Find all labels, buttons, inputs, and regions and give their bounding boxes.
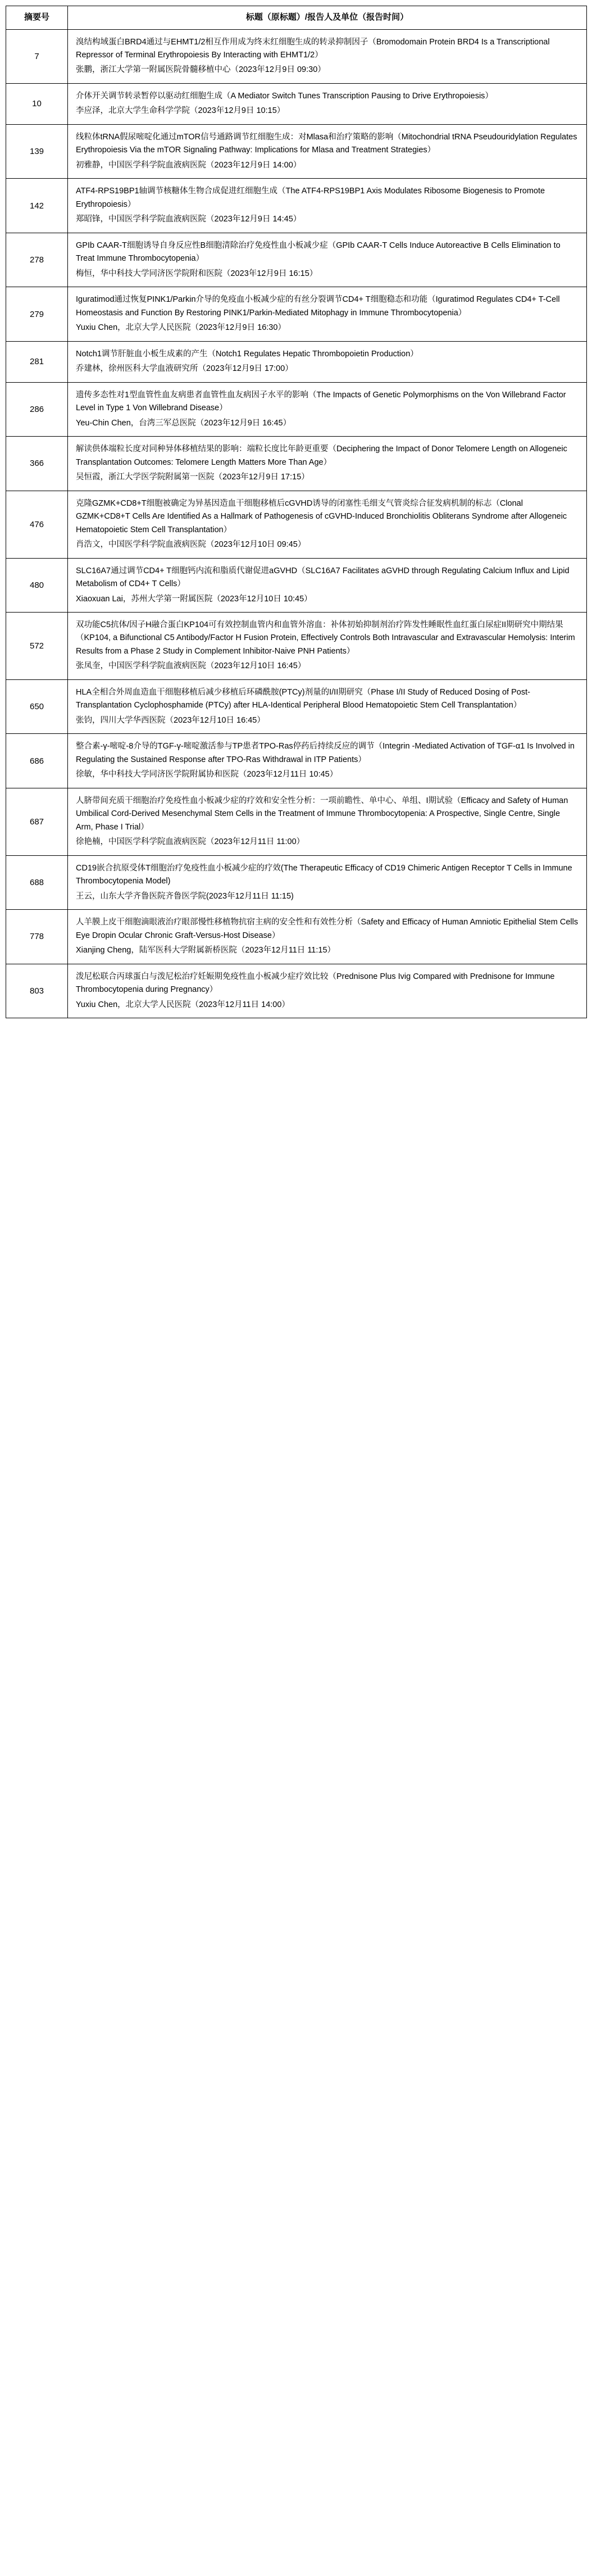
abstract-number: 778 — [6, 910, 68, 964]
table-row — [6, 491, 587, 558]
abstract-author-affiliation-time: 张凤奎，中国医学科学院血液病医院（2023年12月10日 16:45） — [76, 661, 306, 671]
abstract-author-affiliation-time: Xianjing Cheng，陆军医科大学附属新桥医院（2023年12月11日 11:15） — [76, 946, 336, 955]
table-row — [6, 964, 587, 1018]
abstract-number: 572 — [6, 613, 68, 680]
abstract-content — [68, 679, 587, 733]
abstract-content — [68, 83, 587, 124]
table-row — [6, 29, 587, 83]
abstract-author-affiliation-time: 张鹏，浙江大学第一附属医院骨髓移植中心（2023年12月9日 09:30） — [76, 65, 326, 75]
abstract-content — [68, 287, 587, 341]
abstract-author-affiliation-time: 张钧，四川大学华西医院（2023年12月10日 16:45） — [76, 715, 265, 725]
table-row — [6, 734, 587, 788]
abstract-content — [68, 788, 587, 855]
abstract-number: 139 — [6, 124, 68, 178]
abstract-author-affiliation-time: 梅恒，华中科技大学同济医学院附和医院（2023年12月9日 16:15） — [76, 269, 318, 278]
table-row — [6, 124, 587, 178]
abstract-title: 解读供体端粒长度对同种异体移植结果的影响：端粒长度比年龄更重要（Deciphering the Impact of Donor Telomere Length on Allogeneic Transplantation Outcomes: Telomere Length Matters More Than Age） — [76, 445, 567, 467]
abstract-content — [68, 734, 587, 788]
abstract-author-affiliation-time: Yuxiu Chen，北京大学人民医院（2023年12月9日 16:30） — [76, 323, 286, 333]
table-row — [6, 437, 587, 491]
abstract-title: GPIb CAAR-T细胞诱导自身反应性B细胞清除治疗免疫性血小板减少症（GPIb CAAR-T Cells Induce Autoreactive B Cells Elimination to Treat Immune Thrombocytopenia） — [76, 241, 561, 264]
abstract-number: 286 — [6, 382, 68, 436]
table-row — [6, 558, 587, 612]
abstract-content — [68, 855, 587, 909]
table-row — [6, 613, 587, 680]
abstract-content — [68, 964, 587, 1018]
abstract-author-affiliation-time: Xiaoxuan Lai，苏州大学第一附属医院（2023年12月10日 10:45） — [76, 594, 312, 604]
table-row — [6, 233, 587, 287]
abstract-author-affiliation-time: 吴恒霞，浙江大学医学院附属第一医院（2023年12月9日 17:15） — [76, 473, 309, 482]
table-row — [6, 679, 587, 733]
abstract-number: 10 — [6, 83, 68, 124]
abstract-author-affiliation-time: 徐艳楠，中国医学科学院血液病医院（2023年12月11日 11:00） — [76, 837, 305, 847]
abstract-title: 人羊膜上皮干细胞滴眼液治疗眼部慢性移植物抗宿主病的安全性和有效性分析（Safety and Efficacy of Human Amniotic Epithelial Stem Cells Eye Dropin Ocular Chronic Graft-Versus-Host Disease） — [76, 918, 579, 940]
column-header-number: 摘要号 — [6, 6, 68, 30]
abstract-title: 溴结构域蛋白BRD4通过与EHMT1/2相互作用成为终末红细胞生成的转录抑制因子（Bromodomain Protein BRD4 Is a Transcriptional Repressor of Terminal Erythropoiesis By Interacting with EHMT1/2） — [76, 37, 550, 60]
abstract-title: 双功能C5抗体/因子H融合蛋白KP104可有效控制血管内和血管外溶血：补体初始抑制剂治疗阵发性睡眠性血红蛋白尿症II期研究中期结果（KP104, a Bifunctional C5 Antibody/Factor H Fusion Protein, Effectively Controls Both Intravascular and Extravascular Hemolysis: Interim Results from a Phase 2 Study in Complement Inhibitor-Naive PNH Patients） — [76, 620, 575, 656]
abstract-author-affiliation-time: 李应泽，北京大学生命科学学院（2023年12月9日 10:15） — [76, 106, 285, 116]
abstract-number: 366 — [6, 437, 68, 491]
abstract-number: 687 — [6, 788, 68, 855]
abstract-number: 686 — [6, 734, 68, 788]
abstract-title: HLA全相合外周血造血干细胞移植后减少移植后环磷酰胺(PTCy)剂量的I/II期研究（Phase I/II Study of Reduced Dosing of Post-Transplantation Cyclophosphamide (PTCy) after HLA-Identical Peripheral Blood Hematopoietic Stem Cell Transplantation） — [76, 687, 530, 710]
abstract-title: SLC16A7通过调节CD4+ T细胞钙内流和脂质代谢促进aGVHD（SLC16A7 Facilitates aGVHD through Regulating Calcium Influx and Lipid Metabolism of CD4+ T Cells） — [76, 566, 570, 589]
table-row — [6, 179, 587, 233]
abstract-author-affiliation-time: 肖浩文，中国医学科学院血液病医院（2023年12月10日 09:45） — [76, 540, 306, 550]
abstract-number: 7 — [6, 29, 68, 83]
abstract-content — [68, 382, 587, 436]
table-body — [6, 29, 587, 1018]
abstract-author-affiliation-time: 乔建林，徐州医科大学血液研究所（2023年12月9日 17:00） — [76, 364, 293, 374]
column-header-content: 标题（原标题）/报告人及单位（报告时间） — [68, 6, 587, 30]
table-row — [6, 382, 587, 436]
table-row — [6, 788, 587, 855]
table-header — [6, 6, 587, 30]
table-header-row — [6, 6, 587, 30]
abstract-title: 线粒体tRNA假尿嘧啶化通过mTOR信号通路调节红细胞生成：对Mlasa和治疗策略的影响（Mitochondrial tRNA Pseudouridylation Regulates Erythropoiesis Via the mTOR Signaling Pathway: Implications for Mlasa and Treatment Strategies） — [76, 132, 577, 155]
table-row — [6, 341, 587, 382]
abstract-author-affiliation-time: 郑昭锋，中国医学科学院血液病医院（2023年12月9日 14:45） — [76, 215, 302, 224]
table-row — [6, 910, 587, 964]
abstract-title: 人脐带间充质干细胞治疗免疫性血小板减少症的疗效和安全性分析：一项前瞻性、单中心、单组、I期试验（Efficacy and Safety of Human Umbilical Cord-Derived Mesenchymal Stem Cells in the Treatment of Immune Thrombocytopenia: A Prospective, Single Centre, Single Arm, Phase I Trial） — [76, 796, 568, 832]
table-row — [6, 855, 587, 909]
abstract-number: 476 — [6, 491, 68, 558]
abstract-title: CD19嵌合抗原受体T细胞治疗免疫性血小板减少症的疗效(The Therapeutic Efficacy of CD19 Chimeric Antigen Receptor T Cells in Immune Thrombocytopenia Model) — [76, 863, 572, 886]
abstract-number: 803 — [6, 964, 68, 1018]
abstract-number: 279 — [6, 287, 68, 341]
abstract-number: 650 — [6, 679, 68, 733]
abstract-number: 142 — [6, 179, 68, 233]
abstract-number: 480 — [6, 558, 68, 612]
abstract-content — [68, 558, 587, 612]
abstract-title: 克隆GZMK+CD8+T细胞被确定为异基因造血干细胞移植后cGVHD诱导的闭塞性毛细支气管炎综合征发病机制的标志（Clonal GZMK+CD8+T Cells Are Identified As a Hallmark of Pathogenesis of cGVHD-Induced Bronchiolitis Obliterans Syndrome after Allogeneic Hematopoietic Stem Cell Transplantation） — [76, 498, 567, 534]
abstract-title: 介体开关调节转录暂停以驱动红细胞生成（A Mediator Switch Tunes Transcription Pausing to Drive Erythropoiesis） — [76, 91, 493, 101]
abstract-title: 整合素-γ-嘧啶-8介导的TGF-γ-嘧啶激活参与TP患者TPO-Ras停药后持续反应的调节（Integrin -Mediated Activation of TGF-α1 Is Involved in Regulating the Sustained Response after TPO-Ras Withdrawal in ITP Patients） — [76, 742, 575, 764]
table-row — [6, 287, 587, 341]
abstract-content — [68, 124, 587, 178]
abstract-title: ATF4-RPS19BP1轴调节核糖体生物合成促进红细胞生成（The ATF4-RPS19BP1 Axis Modulates Ribosome Biogenesis to Promote Erythropoiesis） — [76, 187, 545, 209]
abstract-author-affiliation-time: 徐敏，华中科技大学同济医学院附属协和医院（2023年12月11日 10:45） — [76, 770, 338, 779]
abstract-content — [68, 491, 587, 558]
abstract-author-affiliation-time: 王云，山东大学齐鲁医院齐鲁医学院(2023年12月11日 11:15) — [76, 891, 294, 901]
abstract-content — [68, 179, 587, 233]
abstract-content — [68, 910, 587, 964]
abstract-content — [68, 437, 587, 491]
abstract-table — [6, 6, 587, 1018]
abstract-title: Notch1调节肝脏血小板生成素的产生（Notch1 Regulates Hepatic Thrombopoietin Production） — [76, 349, 418, 359]
abstract-number: 688 — [6, 855, 68, 909]
table-row — [6, 83, 587, 124]
abstract-title: 遗传多态性对1型血管性血友病患者血管性血友病因子水平的影响（The Impacts of Genetic Polymorphisms on the Von Willebrand Factor Level in Type 1 Von Willebrand Disease） — [76, 390, 566, 413]
abstract-author-affiliation-time: Yuxiu Chen，北京大学人民医院（2023年12月11日 14:00） — [76, 1000, 290, 1009]
abstract-title: 泼尼松联合丙球蛋白与泼尼松治疗妊娠期免疫性血小板减少症疗效比较（Prednisone Plus Ivig Compared with Prednisone for Immune Thrombocytopenia during Pregnancy） — [76, 972, 555, 995]
abstract-content — [68, 29, 587, 83]
document-page — [0, 0, 592, 1030]
abstract-title: Iguratimod通过恢复PINK1/Parkin介导的免疫血小板减少症的有丝分裂调节CD4+ T细胞稳态和功能（Iguratimod Regulates CD4+ T-Cell Homeostasis and Function By Restoring PINK1/Parkin-Mediated Mitophagy in Immune Thrombocytopenia） — [76, 295, 560, 318]
abstract-author-affiliation-time: Yeu-Chin Chen，台湾三军总医院（2023年12月9日 16:45） — [76, 418, 292, 428]
abstract-content — [68, 341, 587, 382]
abstract-author-affiliation-time: 初雅静，中国医学科学院血液病医院（2023年12月9日 14:00） — [76, 160, 302, 170]
abstract-number: 281 — [6, 341, 68, 382]
abstract-number: 278 — [6, 233, 68, 287]
abstract-content — [68, 613, 587, 680]
abstract-content — [68, 233, 587, 287]
